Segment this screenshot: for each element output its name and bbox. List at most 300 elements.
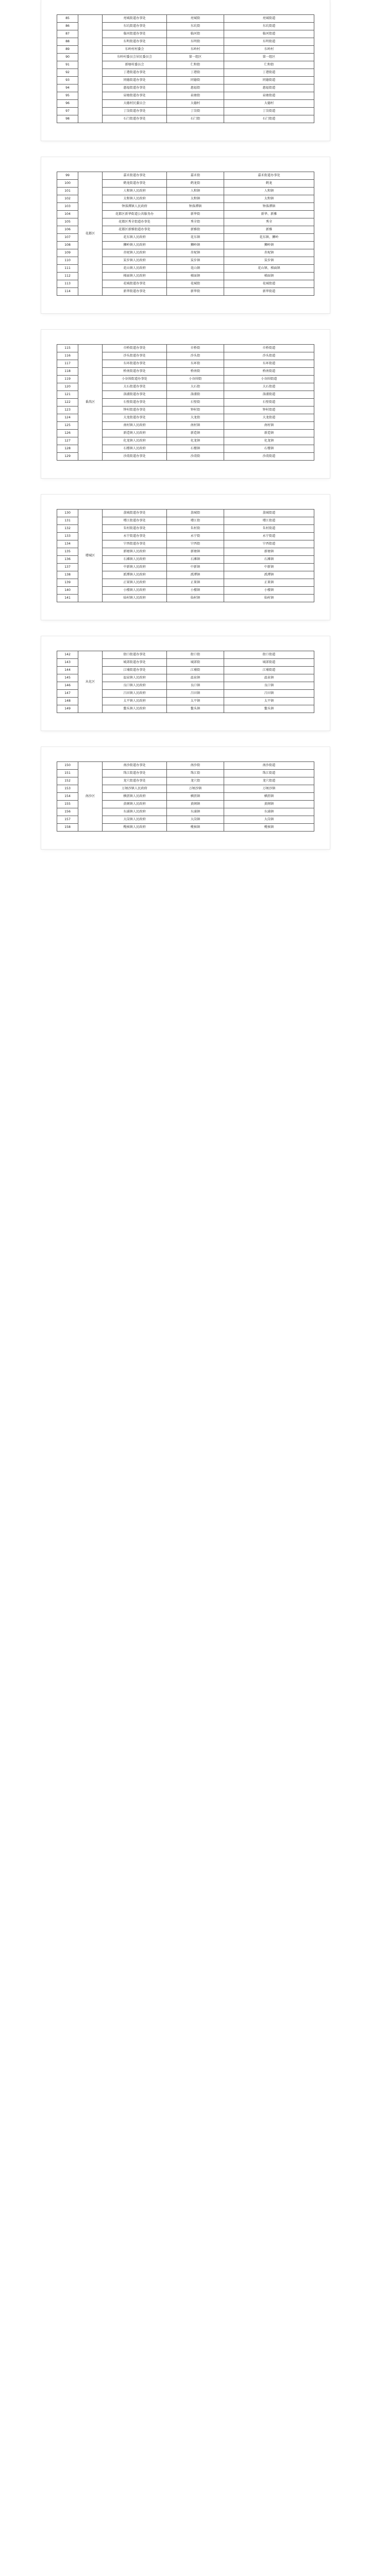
address-cell: 大德村 [167, 100, 224, 108]
office-name-cell: 良口镇人民政府 [103, 682, 167, 690]
address-cell: 新华街 [167, 211, 224, 218]
scope-cell: 沙湾街道 [224, 453, 314, 461]
office-name-cell: 花东镇人民政府 [103, 234, 167, 242]
address-cell: 南沙街 [167, 762, 224, 770]
row-number-cell: 88 [57, 38, 78, 46]
scope-cell: 太平镇 [224, 698, 314, 705]
row-number-cell: 115 [57, 345, 78, 352]
row-number-cell: 85 [57, 15, 78, 23]
office-name-cell: 花都区新雅街道办事处 [103, 226, 167, 234]
scope-cell: 东岭村 [224, 46, 314, 54]
row-number-cell: 143 [57, 659, 78, 667]
row-number-cell: 139 [57, 579, 78, 587]
address-cell: 钟村街 [167, 406, 224, 414]
row-number-cell: 130 [57, 510, 78, 517]
row-number-cell: 106 [57, 226, 78, 234]
row-number-cell: 142 [57, 651, 78, 659]
office-name-cell: 新造镇人民政府 [103, 430, 167, 437]
scope-cell: 钟村街道 [224, 406, 314, 414]
scope-cell: 龙穴街道 [224, 777, 314, 785]
row-number-cell: 105 [57, 218, 78, 226]
row-number-cell: 94 [57, 84, 78, 92]
row-number-cell: 117 [57, 360, 78, 368]
row-number-cell: 147 [57, 690, 78, 698]
address-cell: 正果镇 [167, 579, 224, 587]
office-name-cell: 太平镇人民政府 [103, 698, 167, 705]
row-number-cell: 123 [57, 406, 78, 414]
address-cell: 石滩镇 [167, 556, 224, 564]
district-cell: 增城区 [78, 510, 103, 602]
address-cell: 太和镇 [167, 195, 224, 203]
office-name-cell: 新华街道办事处 [103, 288, 167, 296]
address-cell: 中新镇 [167, 564, 224, 571]
office-name-cell: 桥南街道办事处 [103, 368, 167, 376]
row-number-cell: 119 [57, 376, 78, 383]
address-cell: 赤坭镇 [167, 249, 224, 257]
scope-cell: 东明街道 [224, 38, 314, 46]
row-number-cell: 144 [57, 667, 78, 674]
row-number-cell: 87 [57, 30, 78, 38]
row-number-cell: 99 [57, 172, 78, 180]
scope-cell: 鹤龙 [224, 180, 314, 188]
address-cell: 派潭镇 [167, 571, 224, 579]
scope-cell: 黄阁镇 [224, 801, 314, 808]
scope-cell: 同德街道 [224, 77, 314, 84]
address-cell: 花城街 [167, 280, 224, 288]
office-name-cell: 仙村镇人民政府 [103, 595, 167, 602]
office-name-cell: 丁岗街道办事处 [103, 108, 167, 115]
scope-cell: 石滩镇 [224, 556, 314, 564]
address-cell: 街口街 [167, 651, 224, 659]
row-number-cell: 156 [57, 808, 78, 816]
address-cell: 太平镇 [167, 698, 224, 705]
office-name-cell: 沙头街道办事处 [103, 352, 167, 360]
row-number-cell: 127 [57, 437, 78, 445]
scope-cell: 永宁街道 [224, 533, 314, 540]
scope-cell: 正果镇 [224, 579, 314, 587]
office-name-cell: 江埔街道办事处 [103, 667, 167, 674]
row-number-cell: 140 [57, 587, 78, 595]
row-number-cell: 151 [57, 770, 78, 777]
row-number-cell: 149 [57, 705, 78, 713]
office-name-cell: 亮城街道办事处 [103, 15, 167, 23]
scope-cell: 嘉禾街道办事处 [224, 172, 314, 180]
office-name-cell: 龙穴街道办事处 [103, 777, 167, 785]
row-number-cell: 154 [57, 793, 78, 801]
row-number-cell: 125 [57, 422, 78, 430]
row-number-cell: 97 [57, 108, 78, 115]
row-number-cell: 96 [57, 100, 78, 108]
district-cell [78, 15, 103, 123]
registry-table [57, 761, 314, 832]
scope-cell: 增江街道 [224, 517, 314, 525]
row-number-cell: 92 [57, 69, 78, 77]
address-cell: 花山镇 [167, 265, 224, 273]
address-cell: 桥南街 [167, 368, 224, 376]
office-name-cell: 嘉禾街道办事处 [103, 172, 167, 180]
document-page [41, 330, 330, 478]
table-row [57, 651, 314, 659]
row-number-cell: 158 [57, 824, 78, 832]
office-name-cell: 花城街道办事处 [103, 280, 167, 288]
office-name-cell: 榄核镇人民政府 [103, 824, 167, 832]
address-cell: 鳌头镇 [167, 705, 224, 713]
address-cell: 万顷沙镇 [167, 785, 224, 793]
address-cell: 朱村街 [167, 525, 224, 533]
address-cell: 东涌镇 [167, 808, 224, 816]
row-number-cell: 145 [57, 674, 78, 682]
office-name-cell: 洛浦街道办事处 [103, 391, 167, 399]
scope-cell: 大龙街道 [224, 414, 314, 422]
scope-cell: 秀全 [224, 218, 314, 226]
address-cell: 良口镇 [167, 682, 224, 690]
office-name-cell: 宁西街道办事处 [103, 540, 167, 548]
office-name-cell: 吕田镇人民政府 [103, 690, 167, 698]
scope-cell: 鳌头镇 [224, 705, 314, 713]
table-row [57, 15, 314, 23]
office-name-cell: 花山镇人民政府 [103, 265, 167, 273]
address-cell: 新雅街 [167, 226, 224, 234]
office-name-cell: 临河街道办事处 [103, 30, 167, 38]
scope-cell: 良口镇 [224, 682, 314, 690]
row-number-cell: 100 [57, 180, 78, 188]
row-number-cell: 122 [57, 399, 78, 406]
scope-cell: 新华、新雅 [224, 211, 314, 218]
address-cell: 江埔街 [167, 667, 224, 674]
scope-cell: 吕田镇 [224, 690, 314, 698]
address-cell: 丁港街 [167, 69, 224, 77]
scope-cell: 泉塘街道 [224, 92, 314, 100]
address-cell: 榄核镇 [167, 824, 224, 832]
scope-cell: 东涌镇 [224, 808, 314, 816]
row-number-cell: 102 [57, 195, 78, 203]
registry-table [57, 14, 314, 123]
scope-cell: 东环街道 [224, 360, 314, 368]
address-cell: 石壁街 [167, 399, 224, 406]
office-name-cell: 石滩镇人民政府 [103, 556, 167, 564]
scope-cell: 花山镇、梯面镇 [224, 265, 314, 273]
office-name-cell: 炭步镇人民政府 [103, 257, 167, 265]
scope-cell: 朱村街道 [224, 525, 314, 533]
row-number-cell: 155 [57, 801, 78, 808]
scope-cell: 梯面镇 [224, 273, 314, 280]
scope-cell: 人和镇 [224, 188, 314, 195]
address-cell: 东环街 [167, 360, 224, 368]
address-cell: 龙穴街 [167, 777, 224, 785]
scope-cell: 江埔街道 [224, 667, 314, 674]
scope-cell: 丁港街道 [224, 69, 314, 77]
scope-cell: 炭步镇 [224, 257, 314, 265]
row-number-cell: 148 [57, 698, 78, 705]
district-cell: 南沙区 [78, 762, 103, 832]
office-name-cell: 石壁街道办事处 [103, 399, 167, 406]
office-name-cell: 大岗镇人民政府 [103, 816, 167, 824]
address-cell: 人和镇 [167, 188, 224, 195]
row-number-cell: 113 [57, 280, 78, 288]
row-number-cell: 121 [57, 391, 78, 399]
office-name-cell: 荔城街道办事处 [103, 510, 167, 517]
address-cell: 化龙镇 [167, 437, 224, 445]
scope-cell: 花东镇、狮岭 [224, 234, 314, 242]
scope-cell: 街口街道 [224, 651, 314, 659]
scope-cell: 新造镇 [224, 430, 314, 437]
office-name-cell: 朱村街道办事处 [103, 525, 167, 533]
table-row [57, 345, 314, 352]
scope-cell: 新华街道 [224, 288, 314, 296]
address-cell: 东岭村 [167, 46, 224, 54]
scope-cell: 太和镇 [224, 195, 314, 203]
document-page [41, 636, 330, 731]
address-cell: 温泉镇 [167, 674, 224, 682]
row-number-cell: 157 [57, 816, 78, 824]
office-name-cell: 大德村民委员会 [103, 100, 167, 108]
scope-cell: 珠江街道 [224, 770, 314, 777]
scope-cell: 钟落潭镇 [224, 203, 314, 211]
office-name-cell: 东涌镇人民政府 [103, 808, 167, 816]
row-number-cell: 104 [57, 211, 78, 218]
address-cell: 南村镇 [167, 422, 224, 430]
row-number-cell: 153 [57, 785, 78, 793]
address-cell: 钟落潭镇 [167, 203, 224, 211]
office-name-cell: 小谷围街道办事处 [103, 376, 167, 383]
address-cell: 横沥镇 [167, 793, 224, 801]
row-number-cell: 128 [57, 445, 78, 453]
scope-cell: 派潭镇 [224, 571, 314, 579]
office-name-cell: 万顷沙镇人民政府 [103, 785, 167, 793]
address-cell: 东坑街 [167, 23, 224, 30]
address-cell: 小谷围街 [167, 376, 224, 383]
office-name-cell: 新塘镇人民政府 [103, 548, 167, 556]
office-name-cell: 人和镇人民政府 [103, 188, 167, 195]
row-number-cell: 152 [57, 777, 78, 785]
row-number-cell: 101 [57, 188, 78, 195]
district-cell: 番禺区 [78, 345, 103, 461]
address-cell: 大石街 [167, 383, 224, 391]
office-name-cell: 花都区新华街道公共服务办 [103, 211, 167, 218]
scope-cell: 石壁街道 [224, 399, 314, 406]
scope-cell: 石楼镇 [224, 445, 314, 453]
address-cell: 亮城街 [167, 15, 224, 23]
address-cell: 仙村镇 [167, 595, 224, 602]
office-name-cell: 正果镇人民政府 [103, 579, 167, 587]
registry-table [57, 172, 314, 296]
address-cell: 荔城街 [167, 510, 224, 517]
document-page [41, 157, 330, 313]
row-number-cell: 129 [57, 453, 78, 461]
scope-cell: 榄核镇 [224, 824, 314, 832]
scope-cell: 温泉镇 [224, 674, 314, 682]
row-number-cell: 138 [57, 571, 78, 579]
address-cell: 吕田镇 [167, 690, 224, 698]
scope-cell: 花城街道 [224, 280, 314, 288]
row-number-cell: 124 [57, 414, 78, 422]
scope-cell: 洛浦街道 [224, 391, 314, 399]
scope-cell: 第一组区 [224, 54, 314, 61]
row-number-cell: 141 [57, 595, 78, 602]
row-number-cell: 118 [57, 368, 78, 376]
row-number-cell: 103 [57, 203, 78, 211]
office-name-cell: 钟落潭镇人民政府 [103, 203, 167, 211]
scope-cell: 惠福街道 [224, 84, 314, 92]
scope-cell: 赤坭镇 [224, 249, 314, 257]
office-name-cell: 横沥镇人民政府 [103, 793, 167, 801]
scope-cell: 桥南街道 [224, 368, 314, 376]
scope-cell: 石门街道 [224, 115, 314, 123]
office-name-cell: 石门街道办事处 [103, 115, 167, 123]
address-cell: 石门街 [167, 115, 224, 123]
address-cell: 惠福街 [167, 84, 224, 92]
office-name-cell: 南村镇人民政府 [103, 422, 167, 430]
address-cell: 新塘镇 [167, 548, 224, 556]
row-number-cell: 111 [57, 265, 78, 273]
address-cell: 沙湾街 [167, 453, 224, 461]
scope-cell: 沙头街道 [224, 352, 314, 360]
scope-cell: 小谷围街道 [224, 376, 314, 383]
row-number-cell: 131 [57, 517, 78, 525]
row-number-cell: 146 [57, 682, 78, 690]
office-name-cell: 化龙镇人民政府 [103, 437, 167, 445]
office-name-cell: 鳌头镇人民政府 [103, 705, 167, 713]
table-row [57, 510, 314, 517]
office-name-cell: 惠福街道办事处 [103, 84, 167, 92]
row-number-cell: 109 [57, 249, 78, 257]
address-cell: 梯面镇 [167, 273, 224, 280]
scope-cell: 大岗镇 [224, 816, 314, 824]
address-cell: 大龙街 [167, 414, 224, 422]
office-name-cell: 市桥街道办事处 [103, 345, 167, 352]
office-name-cell: 狮岭镇人民政府 [103, 242, 167, 249]
district-cell: 从化区 [78, 651, 103, 713]
district-cell: 花都区 [78, 172, 103, 296]
address-cell: 黄阁镇 [167, 801, 224, 808]
row-number-cell: 107 [57, 234, 78, 242]
scope-cell: 仙村镇 [224, 595, 314, 602]
office-name-cell: 沙湾街道办事处 [103, 453, 167, 461]
row-number-cell: 126 [57, 430, 78, 437]
address-cell: 市桥街 [167, 345, 224, 352]
scope-cell: 新塘镇 [224, 548, 314, 556]
row-number-cell: 89 [57, 46, 78, 54]
office-name-cell: 梯面镇人民政府 [103, 273, 167, 280]
scope-cell: 城郊街道 [224, 659, 314, 667]
row-number-cell: 93 [57, 77, 78, 84]
address-cell: 大岗镇 [167, 816, 224, 824]
scope-cell: 仁和街 [224, 61, 314, 69]
address-cell: 丁岗街 [167, 108, 224, 115]
row-number-cell: 114 [57, 288, 78, 296]
address-cell: 嘉禾街 [167, 172, 224, 180]
office-name-cell: 赤坭镇人民政府 [103, 249, 167, 257]
document-page [41, 747, 330, 849]
scope-cell: 亮城街道 [224, 15, 314, 23]
office-name-cell: 永宁街道办事处 [103, 533, 167, 540]
address-cell: 第一组区 [167, 54, 224, 61]
address-cell: 永宁街 [167, 533, 224, 540]
scope-cell: 万顷沙镇 [224, 785, 314, 793]
scope-cell: 大石街道 [224, 383, 314, 391]
office-name-cell: 新塘村委员会 [103, 61, 167, 69]
office-name-cell: 钟村街道办事处 [103, 406, 167, 414]
row-number-cell: 135 [57, 548, 78, 556]
scope-cell: 东坑街道 [224, 23, 314, 30]
address-cell: 新造镇 [167, 430, 224, 437]
address-cell: 狮岭镇 [167, 242, 224, 249]
scope-cell: 化龙镇 [224, 437, 314, 445]
address-cell: 沙头街 [167, 352, 224, 360]
office-name-cell: 东环街道办事处 [103, 360, 167, 368]
scope-cell: 狮岭镇 [224, 242, 314, 249]
address-cell: 鹤龙街 [167, 180, 224, 188]
row-number-cell: 86 [57, 23, 78, 30]
row-number-cell: 136 [57, 556, 78, 564]
row-number-cell: 120 [57, 383, 78, 391]
row-number-cell: 132 [57, 525, 78, 533]
row-number-cell: 90 [57, 54, 78, 61]
registry-table [57, 344, 314, 461]
office-name-cell: 增江街道办事处 [103, 517, 167, 525]
scope-cell: 新雅 [224, 226, 314, 234]
row-number-cell: 116 [57, 352, 78, 360]
office-name-cell: 东岭村委员会居民委员会 [103, 54, 167, 61]
scope-cell: 小楼镇 [224, 587, 314, 595]
row-number-cell: 98 [57, 115, 78, 123]
address-cell: 城郊街 [167, 659, 224, 667]
address-cell: 泉塘街 [167, 92, 224, 100]
address-cell: 珠江街 [167, 770, 224, 777]
address-cell: 花东镇 [167, 234, 224, 242]
address-cell: 洛浦街 [167, 391, 224, 399]
office-name-cell: 东岭村村委会 [103, 46, 167, 54]
office-name-cell: 太和镇人民政府 [103, 195, 167, 203]
table-row [57, 762, 314, 770]
office-name-cell: 城郊街道办事处 [103, 659, 167, 667]
scope-cell: 大德村 [224, 100, 314, 108]
office-name-cell: 街口街道办事处 [103, 651, 167, 659]
office-name-cell: 温泉镇人民政府 [103, 674, 167, 682]
office-name-cell: 花都区秀全街道办事处 [103, 218, 167, 226]
office-name-cell: 南沙街道办事处 [103, 762, 167, 770]
scope-cell: 中新镇 [224, 564, 314, 571]
office-name-cell: 小楼镇人民政府 [103, 587, 167, 595]
office-name-cell: 石楼镇人民政府 [103, 445, 167, 453]
row-number-cell: 150 [57, 762, 78, 770]
address-cell: 秀全街 [167, 218, 224, 226]
document-page [41, 495, 330, 620]
address-cell: 小楼镇 [167, 587, 224, 595]
address-cell: 同德街 [167, 77, 224, 84]
scope-cell: 荔城街道 [224, 510, 314, 517]
address-cell: 仁和街 [167, 61, 224, 69]
row-number-cell: 91 [57, 61, 78, 69]
row-number-cell: 112 [57, 273, 78, 280]
row-number-cell: 110 [57, 257, 78, 265]
row-number-cell: 133 [57, 533, 78, 540]
office-name-cell: 鹤龙街道办事处 [103, 180, 167, 188]
office-name-cell: 派潭镇人民政府 [103, 571, 167, 579]
scope-cell: 丁岗街道 [224, 108, 314, 115]
address-cell: 临河街 [167, 30, 224, 38]
office-name-cell: 中新镇人民政府 [103, 564, 167, 571]
registry-table [57, 651, 314, 713]
address-cell: 东明街 [167, 38, 224, 46]
scope-cell: 市桥街道 [224, 345, 314, 352]
office-name-cell: 黄阁镇人民政府 [103, 801, 167, 808]
office-name-cell: 东坑街道办事处 [103, 23, 167, 30]
document-page [41, 0, 330, 141]
address-cell: 炭步镇 [167, 257, 224, 265]
office-name-cell: 东明街道办事处 [103, 38, 167, 46]
address-cell: 增江街 [167, 517, 224, 525]
